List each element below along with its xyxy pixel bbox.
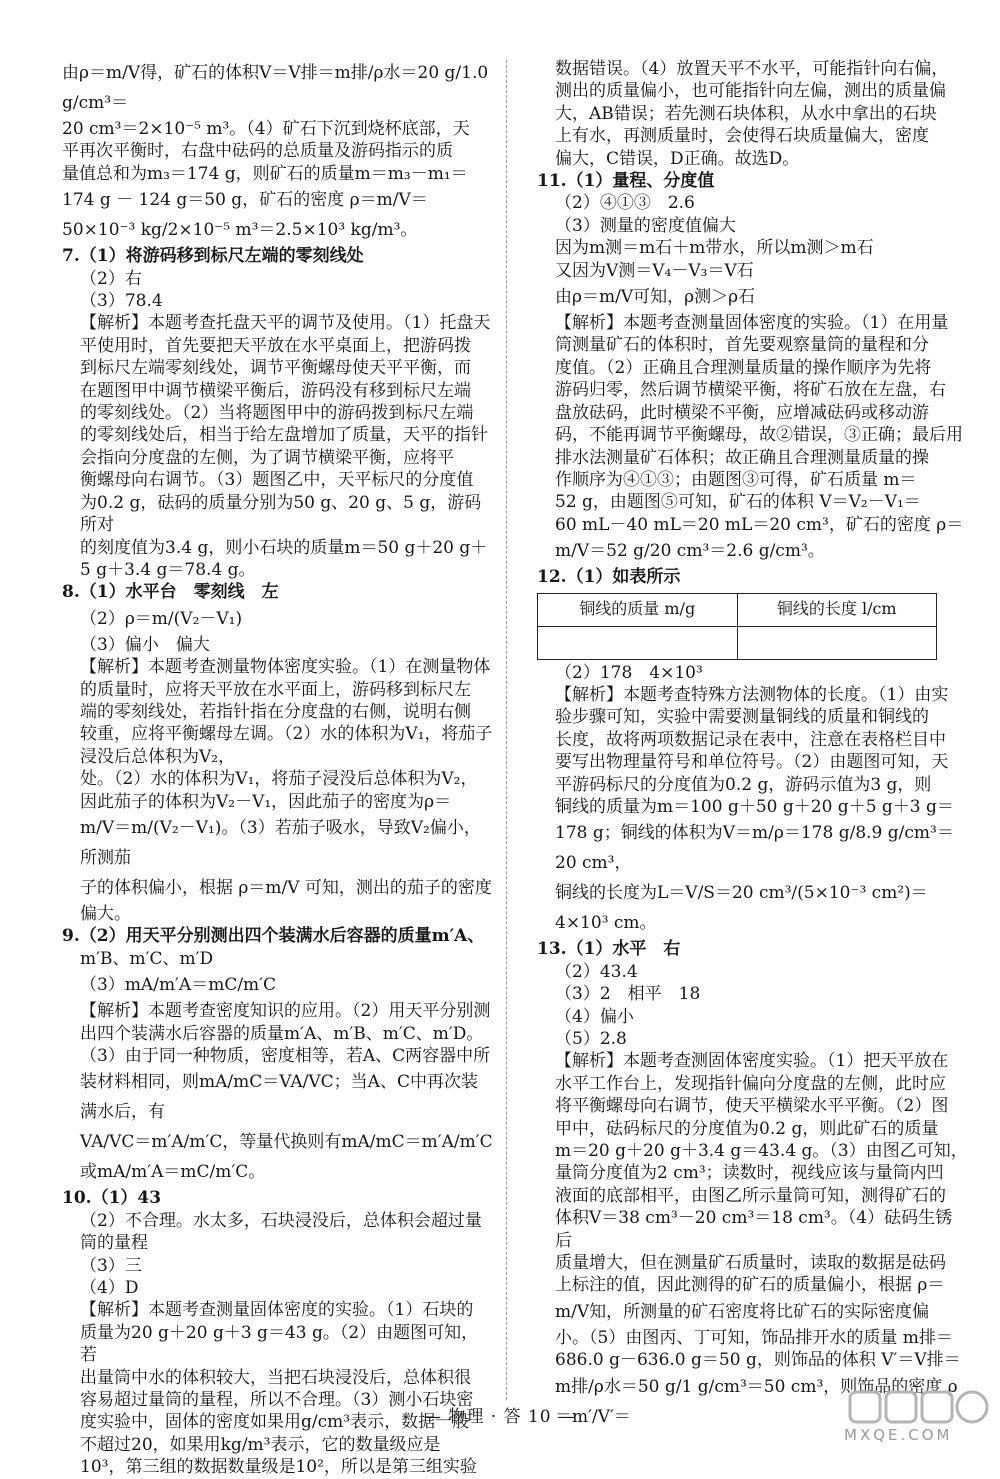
table-row (538, 626, 937, 659)
analysis-line: 【解析】本题考查托盘天平的调节及使用。（1）托盘天 (80, 313, 491, 334)
answer-line: 筒的量程 (80, 1233, 148, 1254)
answer-line: （4）D (80, 1278, 139, 1299)
text-line: 测出的质量偏小，也可能指针向左偏，测出的质量偏 (555, 81, 946, 102)
text-line: 将平衡螺母向右调节，使天平横梁水平平衡。（2）图 (555, 1096, 949, 1117)
text-line: 平游码标尺的分度值为0.2 g，游码示值为3 g，则 (555, 774, 932, 795)
text-line: 平使用时，首先要把天平放在水平桌面上，把游码拨 (80, 335, 471, 356)
table-cell-empty (538, 626, 738, 659)
text-line: 质量增大，但在测量矿石质量时，读取的数据是砝码 (555, 1253, 946, 1274)
text-line: 686.0 g－636.0 g＝50 g，则饰品的体积 V′＝V排＝ (555, 1350, 961, 1371)
text-line: 甲中，砝码标尺的分度值为0.2 g，则此矿石的质量 (555, 1118, 939, 1139)
text-line: 偏大，C错误，D正确。故选D。 (555, 148, 800, 169)
answer-line: （3）三 (80, 1255, 142, 1276)
text-line: 排水法测量矿石体积；故正确且合理测量质量的操 (555, 447, 929, 468)
answer-line: （3）78.4 (80, 291, 163, 312)
analysis-line: 【解析】本题考查测量固体密度的实验。（1）在用量 (555, 313, 949, 334)
text-line: 液面的底部相平，由图乙所示量筒可知，测得矿石的 (555, 1185, 946, 1206)
column-divider (506, 60, 507, 1400)
question-13: 13.（1）水平 右 (537, 939, 681, 960)
text-line: 铜线的质量为m＝100 g＋50 g＋20 g＋5 g＋3 g＝ (555, 796, 954, 817)
text-line: m排/ρ水＝50 g/1 g/cm³＝50 cm³，则饰品的密度 ρ＝m′/V′＝ (555, 1376, 958, 1427)
question-9: 9.（2）用天平分别测出四个装满水后容器的质量m′A、 (62, 926, 485, 947)
text-line: 会指向分度盘的左侧，为了调节横梁平衡，应将平 (80, 447, 454, 468)
text-line: 的质量时，应将天平放在水平面上，游码移到标尺左 (80, 679, 471, 700)
text-line: 端的零刻线处，若指针指在分度盘的右侧，说明右侧 (80, 701, 471, 722)
answer-line: （2）右 (80, 268, 142, 289)
text-line: 5 g＋3.4 g＝78.4 g。 (80, 559, 256, 580)
text-line: m/V＝52 g/20 cm³＝2.6 g/cm³。 (555, 541, 825, 562)
question-12: 12.（1）如表所示 (537, 567, 681, 588)
text-line: 衡螺母向右调节。（3）题图乙中，天平标尺的分度值 (80, 470, 474, 491)
answer-line: （4）偏小 (555, 1006, 634, 1027)
text-line: 不超过20，如果用kg/m³表示，它的数量级应是 (80, 1434, 441, 1455)
answer-line: （5）2.8 (555, 1029, 627, 1049)
question-10: 10.（1）43 (62, 1188, 162, 1209)
answer-line: 因为m测＝m石＋m带水，所以m测＞m石 (555, 238, 874, 259)
text-line: 20 cm³＝2×10⁻⁵ m³。（4）矿石下沉到烧杯底部，天 (62, 119, 470, 139)
table-header-length: 铜线的长度 l/cm (737, 593, 937, 626)
text-line: 量筒分度值为2 cm³；读数时，视线应该与量筒内凹 (555, 1163, 944, 1184)
text-line: 因此茄子的体积为V₂－V₁，因此茄子的密度为ρ＝ (80, 791, 452, 812)
answer-line: 由ρ＝m/V可知，ρ测＞ρ石 (555, 287, 756, 308)
text-line: 盘放砝码，此时横梁不平衡，应增减砝码或移动游 (555, 402, 929, 423)
answer-line: （2）不合理。水太多，石块浸没后，总体积会超过量 (80, 1210, 482, 1231)
analysis-line: 【解析】本题考查测量物体密度实验。（1）在测量物体 (80, 657, 491, 678)
answer-line: （2）ρ＝m/(V₂－V₁) (80, 608, 243, 629)
analysis-line: 【解析】本题考查测固体密度实验。（1）把天平放在 (555, 1051, 949, 1072)
right-column (537, 58, 969, 1432)
text-line: 出量筒中水的体积较大，当把石块浸没后，总体积很 (80, 1367, 471, 1388)
question-8: 8.（1）水平台 零刻线 左 (62, 582, 279, 603)
text-line: 178 g；铜线的体积为V＝m/ρ＝178 g/8.9 g/cm³＝20 cm³， (555, 823, 954, 874)
text-line: 码，不能再调节平衡螺母，故②错误，③正确；最后用 (555, 425, 963, 446)
text-line: 由ρ＝m/V得，矿石的体积V＝V排＝m排/ρ水＝20 g/1.0 g/cm³＝ (62, 63, 489, 113)
table-header-row (538, 593, 937, 626)
record-table (537, 593, 937, 660)
watermark-text: MXQE.COM (844, 1426, 953, 1444)
answer-line: （2）178 4×10³ (555, 662, 703, 683)
text-line: 度实验中，固体的密度如果用g/cm³表示，数据一般 (80, 1412, 470, 1433)
text-line: 筒测量矿石的体积时，首先要观察量筒的量程和分 (555, 335, 929, 356)
answer-line: （2）43.4 (555, 961, 638, 982)
answer-line: 又因为V测＝V₄－V₃＝V石 (555, 260, 754, 281)
analysis-line: 【解析】本题考查密度知识的应用。（2）用天平分别测 (80, 1001, 491, 1022)
text-line: 小。（5）由图丙、丁可知，饰品排开水的质量 m排＝ (555, 1327, 953, 1348)
text-line: 60 mL－40 mL＝20 mL＝20 cm³，矿石的密度 ρ＝ (555, 514, 964, 535)
text-line: 在题图甲中调节横梁平衡后，游码没有移到标尺左端 (80, 380, 471, 401)
text-line: 容易超过量筒的量程，所以不合理。（3）测小石块密 (80, 1390, 474, 1411)
page-footer: — 物理 · 答 10 — (423, 1407, 577, 1427)
answer-line: m′B、m′C、m′D (80, 948, 214, 969)
text-line: m＝20 g＋20 g＋3.4 g＝43.4 g。（3）由图乙可知， (555, 1141, 968, 1162)
analysis-line: 【解析】本题考查测量固体密度的实验。（1）石块的 (80, 1300, 474, 1321)
text-line: 较重，应将平衡螺母左调。（2）水的体积为V₁，将茄子浸没后总体积为V₂， (80, 724, 493, 767)
answer-line: （2）④①③ 2.6 (555, 193, 695, 214)
question-11: 11.（1）量程、分度值 (537, 171, 715, 192)
text-line: 质量为20 g＋20 g＋3 g＝43 g。（2）由题图可知，若 (80, 1322, 479, 1366)
text-line: 处。（2）水的体积为V₁，将茄子浸没后总体积为V₂， (80, 769, 478, 790)
text-line: 的零刻线处后，相当于给左盘增加了质量，天平的指针 (80, 425, 488, 446)
text-line: 的零刻线处。（2）当将题图甲中的游码拨到标尺左端 (80, 403, 474, 424)
text-line: 量值总和为m₃＝174 g，则矿石的质量m＝m₃－m₁＝ (62, 163, 468, 184)
text-line: m/V＝m/(V₂－V₁)。（3）若茄子吸水，导致V₂偏小，所测茄 (80, 817, 481, 868)
text-line: 平再次平衡时，右盘中砝码的总质量及游码指示的质 (62, 141, 453, 162)
text-line: m/V知，所测量的矿石密度将比矿石的实际密度偏 (555, 1301, 930, 1322)
text-line: 为0.2 g，砝码的质量分别为50 g、20 g、5 g，游码所对 (80, 492, 482, 536)
text-line: 的刻度值为3.4 g，则小石块的质量m＝50 g＋20 g＋ (80, 537, 488, 558)
text-line: 子的体积偏小，根据 ρ＝m/V 可知，测出的茄子的密度 (80, 877, 492, 898)
text-line: 出四个装满水后容器的质量m′A、m′B、m′C、m′D。 (80, 1023, 484, 1044)
left-column (62, 58, 494, 1479)
table-cell-empty (737, 626, 937, 659)
text-line: 验步骤可知，实验中需要测量铜线的质量和铜线的 (555, 707, 929, 728)
text-line: 装材料相同，则mA/mC＝VA/VC；当A、C中再次装满水后，有 (80, 1072, 478, 1123)
answer-line: （3）mA/m′A＝mC/m′C (80, 975, 277, 996)
text-line: 10³，第三组的数据数量级是10²，所以是第三组实验 (80, 1457, 477, 1478)
text-line: 要写出物理量符号和单位符号。（2）由题图可知，天 (555, 752, 949, 773)
text-line: 数据错误。（4）放置天平不水平，可能指针向右偏， (555, 59, 949, 79)
analysis-line: 【解析】本题考查特殊方法测物体的长度。（1）由实 (555, 684, 949, 705)
text-line: 偏大。 (80, 903, 131, 924)
text-line: 水平工作台上，发现指针偏向分度盘的左侧，此时应 (555, 1073, 946, 1094)
text-line: 作顺序为④①③；由题图③可得，矿石质量 m＝ (555, 469, 917, 490)
text-line: （3）由于同一种物质，密度相等，若A、C两容器中所 (80, 1046, 491, 1066)
question-7: 7.（1）将游码移到标尺左端的零刻线处 (62, 246, 364, 267)
text-line: 52 g，由题图⑤可知，矿石的体积 V＝V₂－V₁＝ (555, 492, 921, 513)
answer-line: （3）2 相平 18 (555, 984, 701, 1005)
text-line: 游码归零，然后调节横梁平衡，将矿石放在左盘，右 (555, 380, 946, 401)
text-line: 到标尺左端零刻线处，调节平衡螺母使天平平衡，而 (80, 358, 471, 379)
answer-line: （3）偏小 偏大 (80, 634, 210, 655)
text-line: 长度，故将两项数据记录在表中，注意在表格栏目中 (555, 729, 946, 750)
text-line: 上标注的值，因此测得的矿石的质量偏小，根据 ρ＝ (555, 1275, 945, 1296)
answer-line: （3）测量的密度值偏大 (555, 215, 736, 236)
text-line: 铜线的长度为L＝V/S＝20 cm³/(5×10⁻³ cm²)＝4×10³ cm。 (555, 883, 928, 934)
text-line: VA/VC＝m′A/m′C，等量代换则有mA/mC＝m′A/m′C或mA/m′A＝mC/m′C。 (80, 1132, 493, 1183)
text-line: 174 g － 124 g＝50 g，矿石的密度 ρ＝m/V＝ (62, 190, 428, 211)
text-line: 度值。（2）正确且合理测量质量的操作顺序为先将 (555, 357, 932, 378)
text-line: 50×10⁻³ kg/2×10⁻⁵ m³＝2.5×10³ kg/m³。 (62, 220, 418, 241)
text-line: 上有水，再测质量时，会使得石块质量偏大，密度 (555, 126, 929, 147)
text-line: 体积V＝38 cm³－20 cm³＝18 cm³。（4）砝码生锈后 (555, 1208, 953, 1251)
table-header-mass: 铜线的质量 m/g (538, 593, 738, 626)
text-line: 大，AB错误；若先测石块体积，从水中拿出的石块 (555, 103, 937, 124)
